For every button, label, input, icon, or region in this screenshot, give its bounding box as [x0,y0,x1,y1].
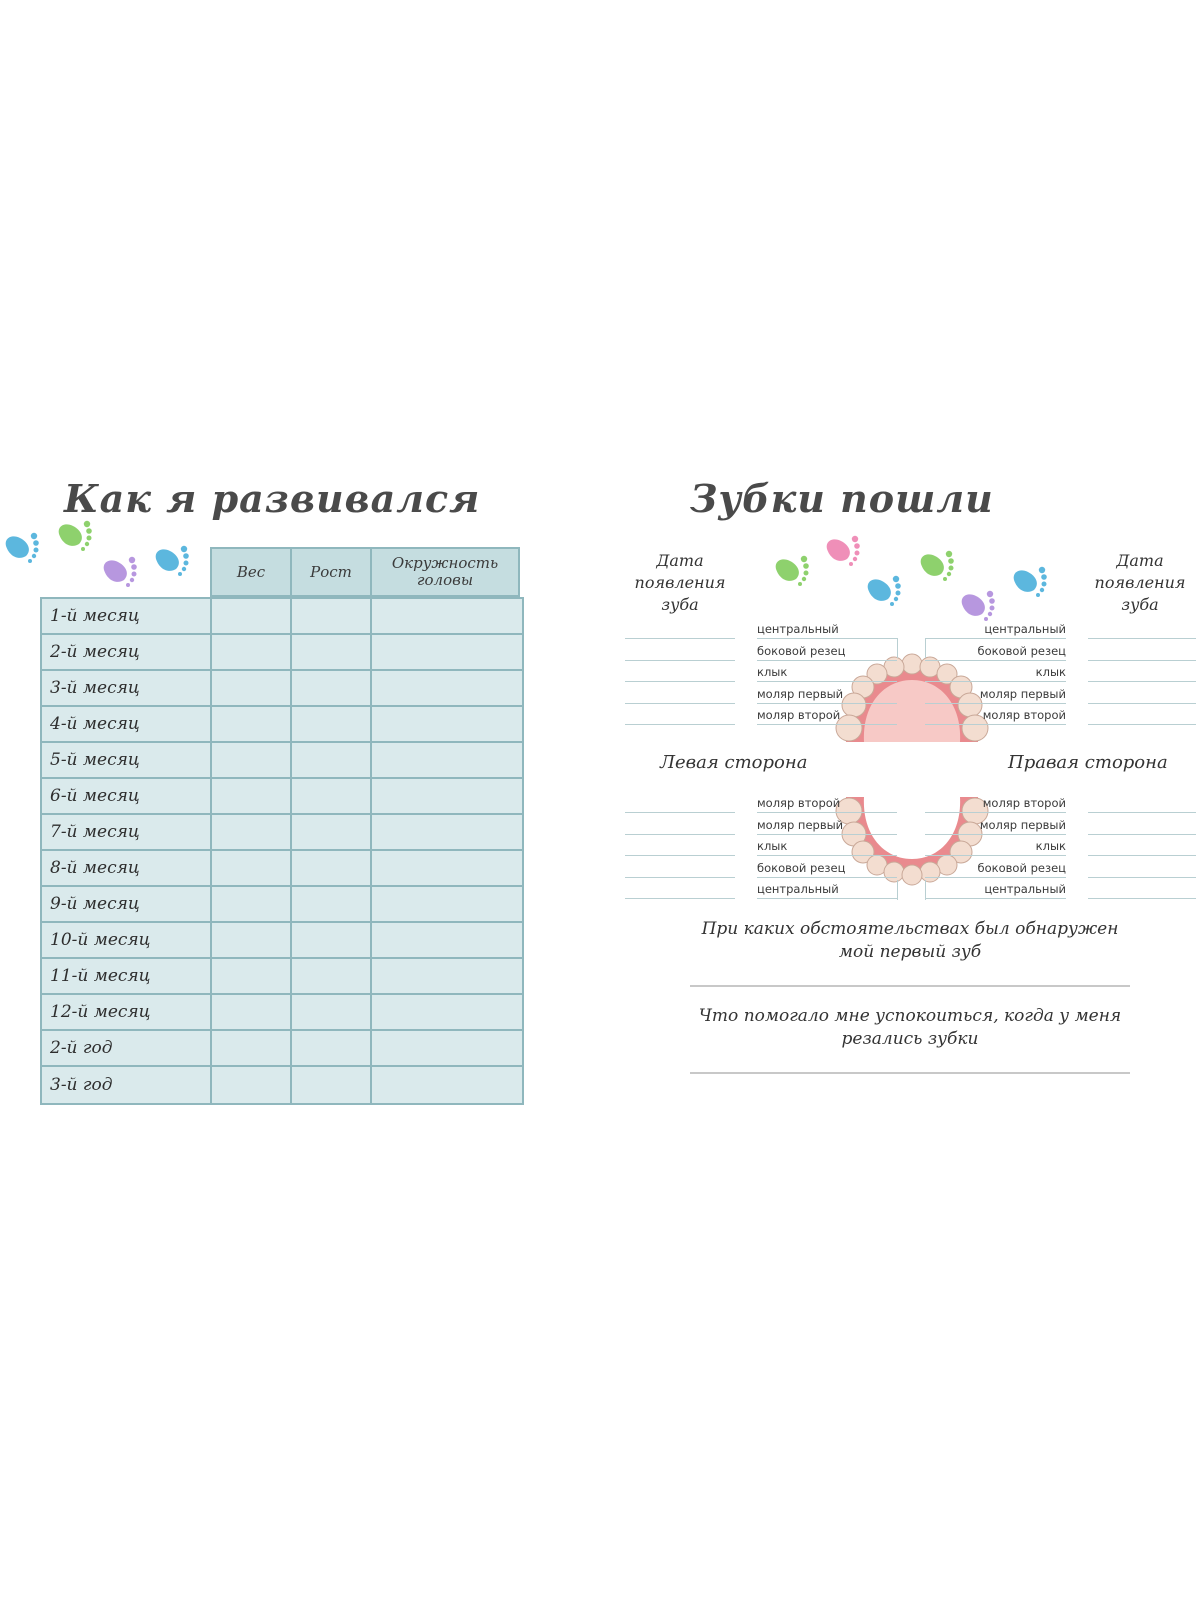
green-foot-icon [772,555,812,589]
weight-cell[interactable] [212,815,292,849]
height-cell[interactable] [292,959,372,993]
head-circumference-cell[interactable] [372,923,522,957]
weight-cell[interactable] [212,1031,292,1065]
table-row [42,779,522,815]
row-label: 2-й год [42,1031,212,1065]
tooth-label-right: моляр второй [982,796,1066,810]
tooth-label-left: моляр второй [757,708,841,722]
tooth-guide-line-left [757,812,897,813]
tooth-guide-line-left [757,724,897,725]
tooth-label-left: клык [757,839,788,853]
head-circumference-cell[interactable] [372,959,522,993]
table-row [42,1067,522,1103]
date-entry-line-right[interactable] [1088,724,1196,725]
table-row [42,671,522,707]
date-entry-line-left[interactable] [625,855,735,856]
green-foot-icon [917,550,957,584]
blue-foot-icon [2,532,42,566]
purple-foot-icon [958,590,998,624]
tooth-label-right: клык [1035,665,1066,679]
head-circumference-cell[interactable] [372,851,522,885]
right-side-label: Правая сторона [1008,752,1168,773]
tooth-label-right: центральный [984,882,1066,896]
height-cell[interactable] [292,923,372,957]
head-circumference-cell[interactable] [372,887,522,921]
row-label: 11-й месяц [42,959,212,993]
tooth-guide-line-left [757,834,897,835]
date-entry-line-left[interactable] [625,681,735,682]
tooth-label-right: моляр первый [979,817,1066,832]
weight-cell[interactable] [212,959,292,993]
tooth-label-left: центральный [757,882,839,896]
tooth-label-right: боковой резец [977,643,1066,658]
table-row [42,959,522,995]
height-cell[interactable] [292,707,372,741]
chart-divider-lower-right [925,880,926,900]
height-cell[interactable] [292,743,372,777]
weight-cell[interactable] [212,779,292,813]
weight-cell[interactable] [212,671,292,705]
table-row [42,887,522,923]
purple-foot-icon [100,556,140,590]
tooth-label-left: моляр второй [757,796,841,810]
row-label: 1-й месяц [42,599,212,633]
chart-divider-upper-left [897,638,898,658]
tooth-label-right: клык [1035,839,1066,853]
date-entry-line-left[interactable] [625,724,735,725]
height-cell[interactable] [292,779,372,813]
chart-divider-upper-right [925,638,926,658]
tooth-guide-line-right [925,681,1066,682]
date-entry-line-right[interactable] [1088,898,1196,899]
row-label: 6-й месяц [42,779,212,813]
table-row [42,995,522,1031]
tooth-label-right: центральный [984,622,1066,636]
head-circumference-cell[interactable] [372,815,522,849]
tooth-guide-line-right [925,877,1066,878]
tooth-guide-line-right [925,834,1066,835]
head-circumference-cell[interactable] [372,1067,522,1103]
row-label: 7-й месяц [42,815,212,849]
tooth-guide-line-left [757,638,897,639]
date-heading-left: Дата появления зуба [634,551,726,614]
date-entry-line-left[interactable] [625,660,735,661]
blue-foot-icon [152,545,192,579]
row-label: 4-й месяц [42,707,212,741]
row-label: 3-й год [42,1067,212,1103]
date-entry-line-right[interactable] [1088,834,1196,835]
table-row [42,1031,522,1067]
head-circumference-cell[interactable] [372,995,522,1029]
weight-cell[interactable] [212,995,292,1029]
table-header-row [210,547,524,597]
left-side-label: Левая сторона [660,752,808,773]
pink-foot-icon [823,535,863,569]
date-entry-line-right[interactable] [1088,703,1196,704]
date-entry-line-left[interactable] [625,812,735,813]
head-circumference-cell[interactable] [372,743,522,777]
table-row [42,815,522,851]
row-label: 10-й месяц [42,923,212,957]
head-circumference-cell[interactable] [372,707,522,741]
teething-relief-question: Что помогало мне успокоиться, когда у меня резались зубки [698,1006,1122,1049]
height-cell[interactable] [292,995,372,1029]
date-entry-line-right[interactable] [1088,638,1196,639]
date-entry-line-right[interactable] [1088,855,1196,856]
height-cell[interactable] [292,887,372,921]
tooth-label-left: боковой резец [757,643,846,658]
column-header-weight: Вес [210,547,290,597]
weight-cell[interactable] [212,1067,292,1103]
date-heading-right: Дата появления зуба [1094,551,1186,614]
table-row [42,635,522,671]
date-entry-line-right[interactable] [1088,660,1196,661]
page-title-development: Как я развивался [64,476,481,521]
tooth-guide-line-right [925,703,1066,704]
table-row [42,923,522,959]
row-label: 3-й месяц [42,671,212,705]
tooth-guide-line-left [757,703,897,704]
head-circumference-cell[interactable] [372,671,522,705]
table-row [42,743,522,779]
row-label: 8-й месяц [42,851,212,885]
column-header-height: Рост [290,547,370,597]
table-row [42,707,522,743]
row-label: 12-й месяц [42,995,212,1029]
height-cell[interactable] [292,1031,372,1065]
date-entry-line-left[interactable] [625,877,735,878]
tooth-label-right: моляр первый [979,686,1066,701]
row-label: 5-й месяц [42,743,212,777]
weight-cell[interactable] [212,599,292,633]
chart-divider-lower-left [897,880,898,900]
tooth-label-right: моляр второй [982,708,1066,722]
tooth-label-left: центральный [757,622,839,636]
date-entry-line-right[interactable] [1088,877,1196,878]
tooth-guide-line-left [757,877,897,878]
date-entry-line-left[interactable] [625,703,735,704]
height-cell[interactable] [292,1067,372,1103]
page-title-teeth: Зубки пошли [690,476,994,521]
weight-cell[interactable] [212,887,292,921]
weight-cell[interactable] [212,851,292,885]
tooth-guide-line-right [925,724,1066,725]
height-cell[interactable] [292,599,372,633]
row-label: 2-й месяц [42,635,212,669]
date-entry-line-left[interactable] [625,834,735,835]
table-row [42,599,522,635]
weight-cell[interactable] [212,743,292,777]
date-entry-line-right[interactable] [1088,681,1196,682]
weight-cell[interactable] [212,923,292,957]
tooth-guide-line-left [757,660,897,661]
head-circumference-cell[interactable] [372,599,522,633]
height-cell[interactable] [292,851,372,885]
date-entry-line-left[interactable] [625,638,735,639]
tooth-label-left: клык [757,665,788,679]
tooth-guide-line-left [757,898,897,899]
tooth-guide-line-right [925,812,1066,813]
weight-cell[interactable] [212,635,292,669]
first-tooth-question: При каких обстоятельствах был обнаружен мой первый зуб [701,919,1119,962]
first-tooth-answer-line[interactable] [690,985,1130,987]
tooth-label-left: боковой резец [757,860,846,875]
tooth-guide-line-right [925,855,1066,856]
tooth-label-left: моляр первый [757,817,844,832]
head-circumference-cell[interactable] [372,1031,522,1065]
tooth-guide-line-right [925,660,1066,661]
height-cell[interactable] [292,635,372,669]
height-cell[interactable] [292,671,372,705]
blue-foot-icon [1010,566,1050,600]
green-foot-icon [55,520,95,554]
date-entry-line-left[interactable] [625,898,735,899]
tooth-guide-line-right [925,638,1066,639]
tooth-label-left: моляр первый [757,686,844,701]
tooth-guide-line-left [757,681,897,682]
teething-relief-answer-line[interactable] [690,1072,1130,1074]
weight-cell[interactable] [212,707,292,741]
tooth-guide-line-right [925,898,1066,899]
date-entry-line-right[interactable] [1088,812,1196,813]
tooth-guide-line-left [757,855,897,856]
row-label: 9-й месяц [42,887,212,921]
column-header-head-circumference: Окружность головы [370,547,520,597]
table-body [40,597,524,1105]
tooth-label-right: боковой резец [977,860,1066,875]
head-circumference-cell[interactable] [372,635,522,669]
head-circumference-cell[interactable] [372,779,522,813]
blue-foot-icon [864,575,904,609]
height-cell[interactable] [292,815,372,849]
table-row [42,851,522,887]
